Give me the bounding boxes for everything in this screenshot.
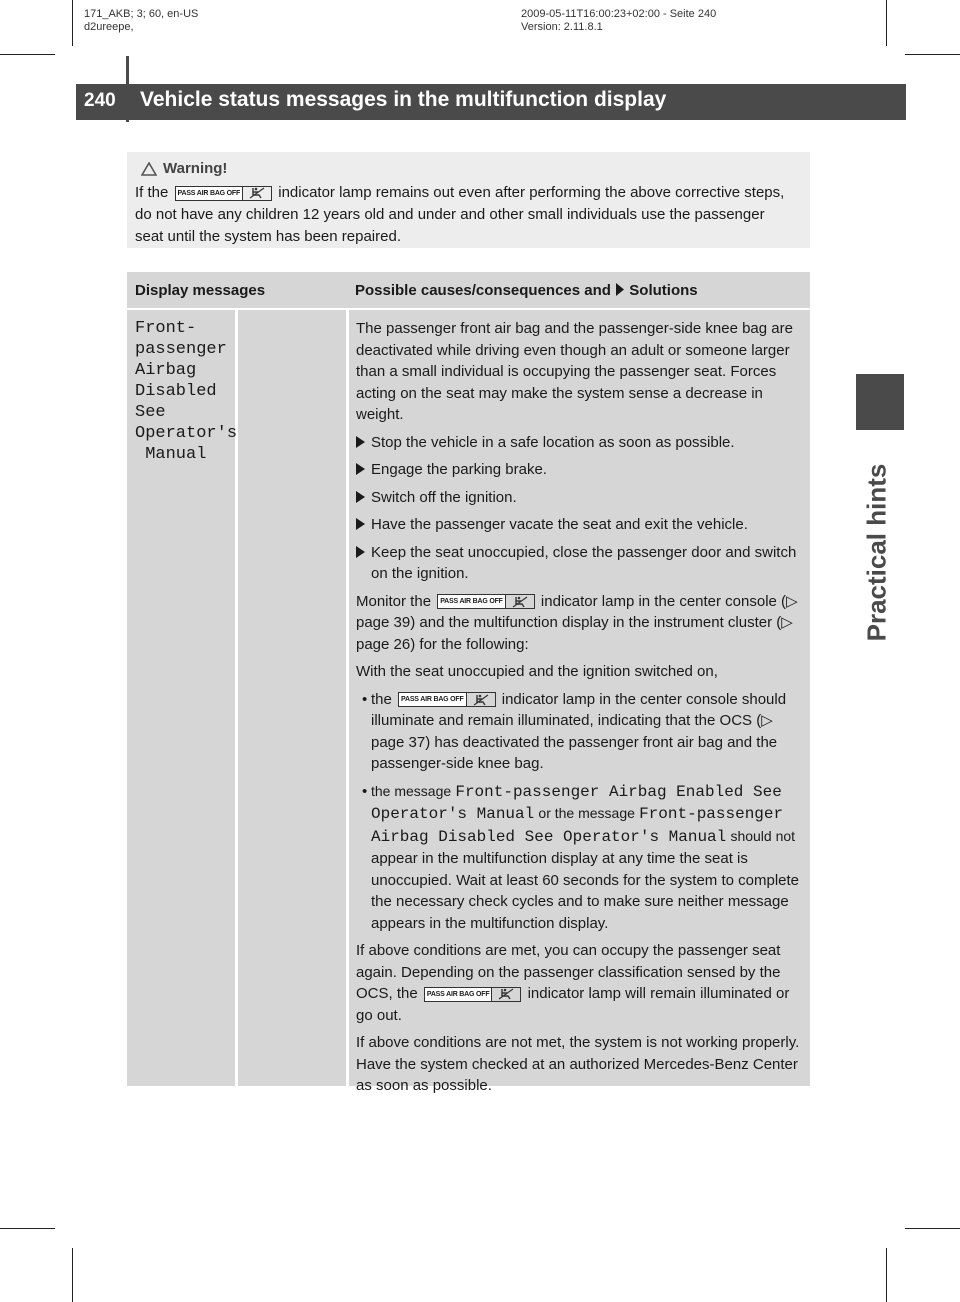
column-header-display-messages: Display messages [135,282,266,299]
warning-header [141,160,227,177]
conditions-met-paragraph: If above conditions are met, you can occupy the passenger seat again. Depending on the passenger classification sensed by the OCS, the PASS AIR BAG OFF indicator lamp will remain illuminated or go out. [356,942,790,1024]
meta-right-line2: Version: 2.11.8.1 [521,21,603,33]
page-number: 240 [84,90,116,111]
crop-mark [72,1248,73,1302]
page-ref-26[interactable]: page 26 [356,635,411,653]
pass-airbag-off-indicator-icon: PASS AIR BAG OFF [398,692,496,707]
print-meta-left [84,8,198,34]
side-tab [856,122,904,642]
arrow-right-icon [356,463,365,475]
side-tab-label: Practical hints [861,463,892,642]
message-disabled: Front-passenger Airbag Disabled See Operator's Manual [371,805,784,846]
crop-mark [886,0,887,46]
child-seat-icon [249,187,265,199]
display-message-text: Front- passenger Airbag Disabled See Operator's Manual [135,319,238,464]
page-ref-triangle-icon: ▷ [786,592,798,610]
meta-left-line1: 171_AKB; 3; 60, en-US [84,8,199,20]
arrow-right-icon [356,491,365,503]
crop-mark [905,54,960,55]
crop-mark [0,54,55,55]
warning-text: If the PASS AIR BAG OFF indicator lamp remains out even after performing the above corrective steps, do not have any children 12 years old and under and other small individuals use the passenger seat until the system has been repaired. [135,184,785,245]
crop-mark [886,1248,887,1302]
monitor-paragraph: Monitor the PASS AIR BAG OFF indicator lamp in the center console (▷ page 39) and the multifunction display in the instrument cluster (▷ page 26) for the following: [356,592,798,653]
page-ref-triangle-icon: ▷ [781,614,793,631]
step-item: Keep the seat unoccupied, close the passenger door and switch on the ignition. [356,542,808,585]
arrow-right-icon [356,546,365,558]
meta-left-line2: d2ureepe, [84,21,134,33]
pass-airbag-off-indicator-icon: PASS AIR BAG OFF [424,987,522,1002]
step-item: Switch off the ignition. [356,487,808,509]
child-seat-icon [473,694,489,706]
table-cell-solutions [349,310,810,1094]
bullet-item: • the message Front-passenger Airbag Enabled See Operator's Manual or the message Front-passenger Airbag Disabled See Operator's Manual should not appear in the multifunction display at any time the seat is unoccupied. Wait at least 60 seconds for the system to complete the necessary check cycles and to make sure neither message appears in the multifunction display. [362,782,799,932]
page-ref-triangle-icon: ▷ [761,712,773,729]
arrow-right-icon [615,283,625,296]
step-item: Have the passenger vacate the seat and exit the vehicle. [356,514,808,536]
child-seat-icon [498,988,514,1000]
pass-airbag-off-indicator-icon: PASS AIR BAG OFF [437,594,535,609]
page-ref-39[interactable]: page 39 [356,614,411,631]
table-header [127,272,810,310]
message-enabled: Front-passenger Airbag Enabled See Operator's Manual [371,782,782,823]
cause-intro: The passenger front air bag and the passenger-side knee bag are deactivated while driving even though an adult or someone larger than a small individual is occupying the passenger seat. Forces acting on the seat may make the system sense a decrease in weight. [356,320,793,423]
warning-title: Warning! [163,160,228,177]
warning-triangle-icon [141,162,157,176]
conditions-not-met-paragraph: If above conditions are not met, the system is not working properly. Have the system checked at an authorized Mercedes-Benz Center as soon as possible. [356,1034,800,1094]
warning-box [127,152,810,248]
table-cell-spacer [238,310,346,1086]
arrow-right-icon [356,436,365,448]
crop-mark [0,1228,55,1229]
child-seat-icon [512,596,528,608]
page-title: Vehicle status messages in the multifunction display [140,88,667,111]
print-meta-right [521,8,716,34]
column-header-causes-solutions: Possible causes/consequences and Solutions [355,282,698,299]
with-seat-paragraph: With the seat unoccupied and the ignition switched on, [356,663,718,680]
step-item: Stop the vehicle in a safe location as soon as possible. [356,432,808,454]
arrow-right-icon [356,518,365,530]
meta-right-line1: 2009-05-11T16:00:23+02:00 - Seite 240 [521,8,717,20]
pass-airbag-off-indicator-icon: PASS AIR BAG OFF [175,186,273,201]
page-ref-37[interactable]: page 37 [371,733,426,751]
crop-mark [905,1228,960,1229]
table-cell-message [127,310,238,1086]
step-item: Engage the parking brake. [356,459,808,481]
crop-mark [72,0,73,46]
bullet-item: • the PASS AIR BAG OFF indicator lamp in the center console should illuminate and remain illuminated, indicating that the OCS (▷ page 37) has deactivated the passenger front air bag and the passenger-side knee bag. [362,690,787,772]
header-divider [126,56,129,122]
